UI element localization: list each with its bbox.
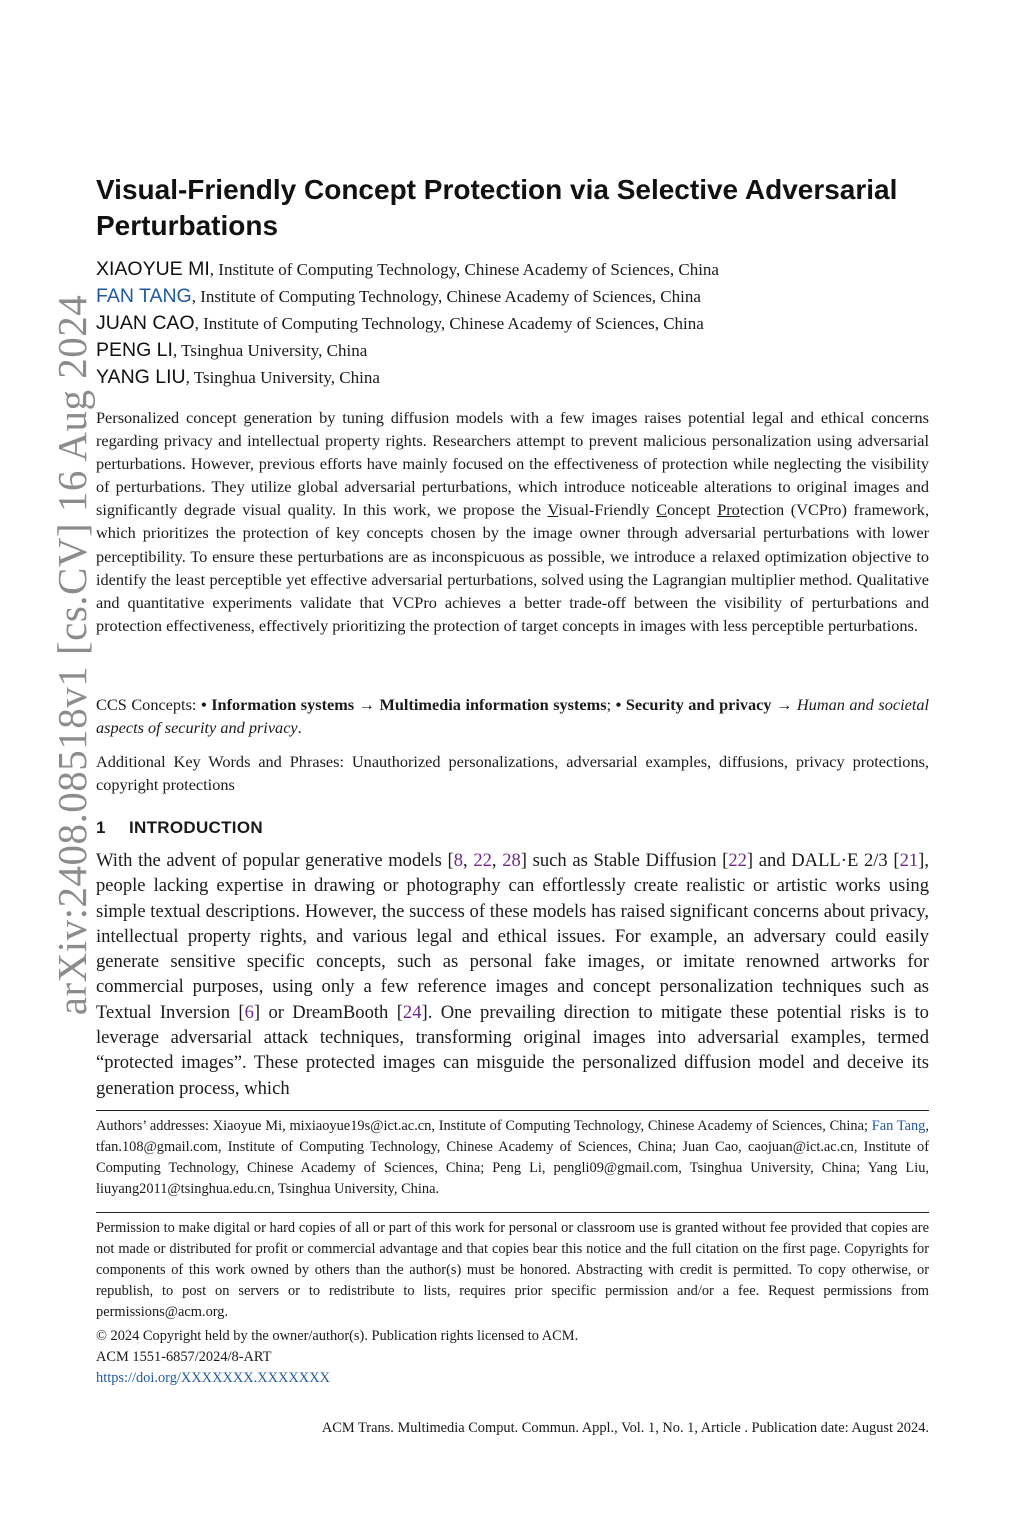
citation-link[interactable]: 22	[473, 850, 492, 871]
author-addresses: Authors’ addresses: Xiaoyue Mi, mixiaoyue19s@ict.ac.cn, Institute of Computing Technology, Chinese Academy of Sciences, China; Fan Tang, tfan.108@gmail.com, Institute of Computing Technology, Chinese Academy of Sciences, China; Juan Cao, caojuan@ict.ac.cn, Institute of Computing Technology, Chinese Academy of Sciences, China; Peng Li, pengli09@gmail.com, Tsinghua University, China; Yang Liu, liuyang2011@tsinghua.edu.cn, Tsinghua University, China.	[96, 1118, 929, 1197]
author-list	[96, 256, 929, 391]
citation-link[interactable]: 8	[453, 850, 464, 871]
author-link[interactable]: Fan Tang	[871, 1118, 926, 1134]
author-name-link[interactable]: FAN TANG	[96, 285, 192, 307]
author-affiliation: , Institute of Computing Technology, Chinese Academy of Sciences, China	[209, 260, 719, 279]
author-affiliation: , Institute of Computing Technology, Chinese Academy of Sciences, China	[191, 287, 701, 306]
citation-link[interactable]: 28	[502, 850, 521, 871]
citation-link[interactable]: 22	[728, 850, 747, 871]
permission-divider	[96, 1212, 929, 1213]
section-title: INTRODUCTION	[129, 818, 263, 837]
citation-link[interactable]: 6	[244, 1001, 254, 1023]
author-entry	[96, 364, 929, 391]
author-entry	[96, 256, 929, 283]
author-affiliation: , Institute of Computing Technology, Chinese Academy of Sciences, China	[194, 314, 704, 333]
author-name: YANG LIU	[96, 366, 186, 388]
author-entry	[96, 310, 929, 337]
copyright-line: © 2024 Copyright held by the owner/author(s). Publication rights licensed to ACM.	[96, 1328, 579, 1344]
acm-identifier: ACM 1551-6857/2024/8-ART	[96, 1348, 272, 1365]
footnote-divider	[96, 1110, 929, 1111]
ccs-concepts: CCS Concepts: • Information systems → Multimedia information systems; • Security and privacy → Human and societal aspects of security and privacy.	[96, 695, 930, 737]
author-name: XIAOYUE MI	[96, 258, 210, 280]
citation-link[interactable]: 21	[899, 850, 919, 871]
section-heading	[96, 818, 263, 838]
introduction-paragraph: With the advent of popular generative models [8, 22, 28] such as Stable Diffusion [22] and DALL·E 2/3 [21], people lacking expertise in drawing or photography can effortlessly create realistic or artistic works using simple textual descriptions. However, the success of these models has raised significant concerns about privacy, intellectual property rights, and various legal and ethical issues. For example, an adversary could easily generate sensitive specific concepts, such as personal fake images, or imitate renowned artworks for commercial purposes, using only a few reference images and concept personalization techniques such as Textual Inversion [6] or DreamBooth [24]. One prevailing direction to mitigate these potential risks is to leverage adversarial attack techniques, transforming original images into adversarial examples, termed “protected images”. These protected images can misguide the personalized diffusion model and deceive its generation process, which	[96, 850, 929, 1099]
arxiv-identifier-stamp: arXiv:2408.08518v1 [cs.CV] 16 Aug 2024	[49, 294, 95, 1016]
citation-link[interactable]: 24	[402, 1001, 422, 1023]
author-entry	[96, 283, 929, 310]
page-footer: ACM Trans. Multimedia Comput. Commun. Appl., Vol. 1, No. 1, Article . Publication date: August 2024.	[321, 1420, 929, 1436]
author-name: JUAN CAO	[96, 312, 195, 334]
permission-notice: Permission to make digital or hard copies of all or part of this work for personal or classroom use is granted without fee provided that copies are not made or distributed for profit or commercial advantage and that copies bear this notice and the full citation on the first page. Copyrights for components of this work owned by others than the author(s) must be honored. Abstracting with credit is permitted. To copy otherwise, or republish, to post on servers or to redistribute to lists, requires prior specific permission and/or a fee. Request permissions from permissions@acm.org.	[96, 1220, 929, 1320]
paper-title: Visual-Friendly Concept Protection via Selective Adversarial Perturbations	[96, 174, 898, 241]
publication-meta	[96, 1326, 929, 1389]
author-affiliation: , Tsinghua University, China	[185, 368, 380, 387]
author-name: PENG LI	[96, 339, 173, 361]
author-affiliation: , Tsinghua University, China	[172, 341, 368, 360]
abstract: Personalized concept generation by tuning diffusion models with a few images raises potential legal and ethical concerns regarding privacy and intellectual property rights. Researchers attempt to prevent malicious personalization using adversarial perturbations. However, previous efforts have mainly focused on the effectiveness of protection while neglecting the visibility of perturbations. They utilize global adversarial perturbations, which introduce noticeable alterations to original images and significantly degrade visual quality. In this work, we propose the Visual-Friendly Concept Protection (VCPro) framework, which prioritizes the protection of key concepts chosen by the image owner through adversarial perturbations with lower perceptibility. To ensure these perturbations are as inconspicuous as possible, we introduce a relaxed optimization objective to identify the least perceptible yet effective adversarial perturbations, solved using the Lagrangian multiplier method. Qualitative and quantitative experiments validate that VCPro achieves a better trade-off between the visibility of perturbations and protection effectiveness, effectively prioritizing the protection of target concepts in images with less perceptible perturbations.	[96, 408, 930, 635]
doi-link[interactable]: https://doi.org/XXXXXXX.XXXXXXX	[96, 1369, 330, 1386]
keywords: Additional Key Words and Phrases: Unauthorized personalizations, adversarial examples, diffusions, privacy protections, copyright protections	[96, 752, 929, 794]
section-number: 1	[96, 818, 106, 837]
author-entry	[96, 337, 929, 364]
